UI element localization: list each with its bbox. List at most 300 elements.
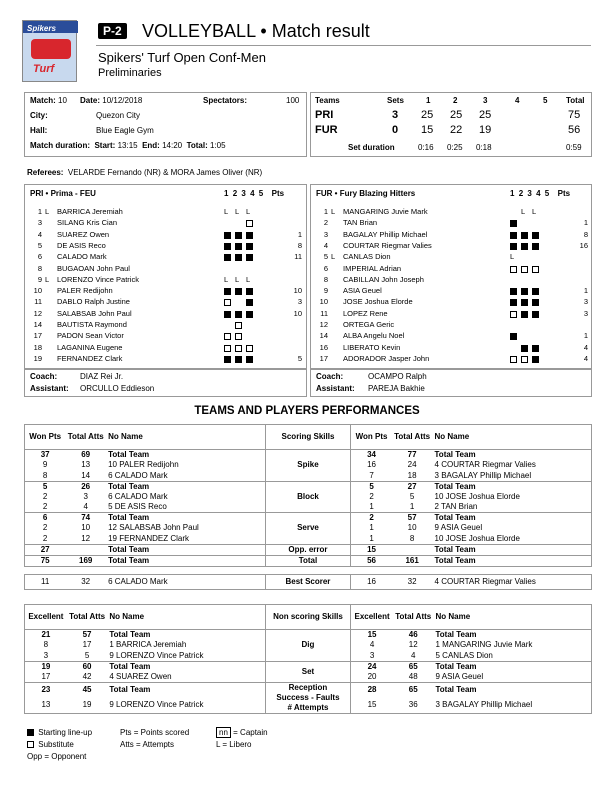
player-number: 3 (37, 218, 42, 228)
team-a-cols: 1 2 3 4 5 Pts (224, 189, 285, 198)
table-cell: 5 (67, 651, 108, 662)
player-number: 12 (33, 308, 42, 318)
table-cell: 26 (81, 481, 91, 491)
table-row (25, 513, 592, 524)
column-header: Non scoring Skills (265, 605, 350, 630)
table-cell: 56 (351, 555, 392, 566)
team-b-assistant: Assistant: PAREJA Bakhie (316, 384, 425, 393)
skill-label: Reception (288, 682, 328, 692)
player-name: PALER Redijohn (57, 286, 113, 296)
substitute-square-icon (246, 345, 253, 352)
skill-label: Dig (301, 640, 315, 650)
table-row (25, 682, 592, 698)
table-cell: 1 MANGARING Juvie Mark (435, 640, 533, 650)
table-row (25, 481, 592, 492)
table-cell: Total Team (109, 685, 151, 694)
score-team-fur: FUR (315, 124, 338, 136)
player-libero-flag: L (331, 252, 336, 262)
table-cell: 48 (393, 672, 434, 683)
table-cell: Total (265, 555, 351, 566)
set-duration-1: 0:16 (418, 143, 434, 152)
player-number: 6 (323, 263, 328, 273)
table-cell (65, 544, 106, 555)
skill-sublabel: # Attempts (287, 702, 329, 712)
player-name: ASIA Geuel (343, 286, 382, 296)
city-value: Quezon City (96, 111, 141, 120)
starting-square-icon (246, 243, 253, 250)
player-row (316, 218, 588, 229)
starting-square-icon (235, 232, 242, 239)
table-cell: 3 BAGALAY Phillip Michael (434, 698, 592, 714)
competition-phase: Preliminaries (98, 67, 162, 79)
player-row (316, 286, 588, 297)
logo-text-bottom: Turf (33, 63, 55, 75)
player-number: 17 (33, 331, 42, 341)
table-cell: 4 SUAREZ Owen (107, 672, 265, 683)
libero-mark: L (224, 207, 229, 216)
player-name: ADORADOR Jasper John (343, 353, 430, 363)
player-row (316, 252, 588, 263)
table-cell: 45 (82, 685, 92, 694)
title-rule (96, 45, 591, 46)
player-points: 4 (583, 342, 588, 352)
player-number: 1 (37, 207, 42, 216)
player-row (316, 320, 588, 331)
player-number: 14 (33, 320, 42, 329)
score-total-fur: 56 (568, 124, 581, 136)
set-duration-3: 0:18 (476, 143, 492, 152)
player-points: 3 (583, 297, 588, 307)
player-number: 11 (320, 308, 328, 318)
player-number: 5 (323, 252, 328, 262)
legend-libero: L = Libero (216, 740, 252, 749)
logo-text-top: Spikers (27, 24, 56, 33)
table-cell: 10 (81, 523, 91, 533)
table-cell: 2 TAN Brian (433, 502, 592, 513)
table-cell: 2 (42, 523, 48, 533)
total-row (25, 555, 592, 566)
table-cell: 15 (351, 544, 392, 555)
starting-square-icon (532, 288, 539, 295)
table-row (25, 661, 592, 672)
table-cell: Total Team (109, 661, 151, 671)
table-cell: 9 LORENZO Vince Patrick (107, 698, 265, 714)
score-s1-pri: 25 (421, 109, 434, 121)
libero-mark: L (510, 252, 515, 262)
spectators-value: 100 (286, 96, 300, 105)
table-cell: 74 (81, 513, 91, 522)
player-libero-flag: L (331, 207, 336, 216)
player-row (30, 218, 302, 229)
player-points: 5 (297, 353, 302, 363)
libero-mark: L (521, 207, 526, 216)
player-name: JOSE Joshua Elorde (343, 297, 413, 307)
starting-square-icon (510, 288, 517, 295)
column-header: Excellent (351, 605, 393, 630)
table-cell: 1 (369, 523, 374, 533)
player-row (316, 354, 588, 365)
table-cell: 5 (409, 491, 415, 501)
player-name: BAUTISTA Raymond (57, 320, 127, 329)
player-row (316, 264, 588, 275)
table-cell: Opp. error (265, 544, 351, 555)
nonscoring-table (24, 604, 592, 714)
player-points: 8 (297, 240, 302, 250)
player-number: 1 (323, 207, 328, 216)
phase-badge: P-2 (98, 23, 127, 39)
score-sets-pri: 3 (392, 109, 399, 121)
player-points: 16 (579, 240, 588, 250)
table-cell: 5 (42, 481, 48, 491)
table-cell: 9 LORENZO Vince Patrick (107, 651, 265, 662)
player-row (30, 230, 302, 241)
player-name: LAGANINA Eugene (57, 342, 123, 352)
best-scorer-table (24, 574, 592, 590)
player-row (30, 297, 302, 308)
player-row (316, 309, 588, 320)
player-number: 8 (37, 263, 42, 273)
starting-square-icon (521, 243, 528, 250)
starting-square-icon (532, 356, 539, 363)
player-number: 3 (323, 229, 328, 239)
substitute-square-icon (235, 345, 242, 352)
score-head-s3: 3 (483, 96, 488, 105)
player-name: COURTAR Riegmar Valies (343, 240, 432, 250)
player-points: 10 (293, 286, 302, 296)
table-cell: 16 (367, 460, 377, 470)
starting-square-icon (521, 345, 528, 352)
player-name: SALABSAB John Paul (57, 308, 132, 318)
player-number: 4 (323, 240, 328, 250)
starting-square-icon (246, 232, 253, 239)
player-name: FERNANDEZ Clark (57, 353, 123, 363)
table-cell: 8 (25, 471, 66, 482)
player-points: 1 (297, 229, 302, 239)
competition-name: Spikers' Turf Open Conf-Men (98, 50, 266, 65)
score-head-total: Total (566, 96, 585, 105)
substitute-square-icon (27, 741, 34, 748)
substitute-square-icon (235, 333, 242, 340)
table-cell: 13 (25, 698, 67, 714)
table-cell: 46 (408, 630, 418, 639)
table-cell: 5 DE ASIS Reco (106, 502, 265, 513)
player-name: PADON Sean Victor (57, 331, 124, 341)
scoring-skills-table (24, 424, 592, 567)
player-name: LOPEZ Rene (343, 308, 388, 318)
column-header: Total Atts (392, 425, 433, 450)
player-name: SILANG Kris Cian (57, 218, 118, 228)
starting-square-icon (246, 299, 253, 306)
starting-square-icon (510, 232, 517, 239)
table-cell: 60 (82, 661, 92, 671)
skill-sublabel: Success - Faults (276, 692, 340, 702)
team-b-coach: Coach: OCAMPO Ralph (316, 372, 427, 381)
libero-mark: L (246, 207, 251, 216)
team-a-coach: Coach: DIAZ Rei Jr. (30, 372, 124, 381)
score-head-s4: 4 (515, 96, 520, 105)
team-a-assistant: Assistant: ORCULLO Eddieson (30, 384, 155, 393)
table-cell: 17 (82, 640, 92, 650)
substitute-square-icon (510, 311, 517, 318)
table-cell: Total Team (108, 450, 150, 459)
player-row (316, 207, 588, 218)
set-duration-2: 0:25 (447, 143, 463, 152)
player-points: 10 (293, 308, 302, 318)
column-header: No Name (434, 605, 592, 630)
table-row (25, 450, 592, 461)
player-number: 10 (319, 297, 328, 307)
table-cell: Total Team (109, 630, 151, 639)
table-cell: 57 (82, 630, 92, 639)
table-cell: 8 (43, 640, 49, 650)
table-cell: Best Scorer (265, 574, 351, 589)
table-cell: 4 (65, 502, 106, 513)
table-cell: 27 (25, 544, 66, 555)
starting-square-icon (235, 356, 242, 363)
score-s2-fur: 22 (450, 124, 463, 136)
player-row (316, 297, 588, 308)
player-row (30, 309, 302, 320)
player-row (30, 252, 302, 263)
player-name: IMPERIAL Adrian (343, 263, 402, 273)
table-cell: 2 (25, 502, 66, 513)
table-cell: Total Team (106, 555, 265, 566)
table-cell: 23 (41, 685, 51, 694)
player-number: 17 (319, 353, 328, 363)
substitute-square-icon (521, 356, 528, 363)
skill-name: Spike (265, 450, 351, 482)
column-header: Total Atts (393, 605, 434, 630)
table-cell: 3 (25, 651, 67, 662)
player-row (30, 343, 302, 354)
player-row (30, 331, 302, 342)
table-cell: 6 (42, 513, 48, 522)
spectators-label: Spectators: (203, 96, 248, 105)
starting-square-icon (246, 311, 253, 318)
scoring-table (24, 424, 592, 590)
score-team-pri: PRI (315, 109, 334, 121)
perf-title: TEAMS AND PLAYERS PERFORMANCES (194, 405, 420, 417)
starting-square-icon (521, 311, 528, 318)
score-head-s1: 1 (426, 96, 431, 105)
starting-square-icon (224, 311, 231, 318)
table-cell: Total Team (108, 481, 150, 491)
player-points: 8 (583, 229, 588, 239)
opp-row (25, 544, 592, 555)
score-sets-fur: 0 (392, 124, 399, 136)
skill-name: Serve (265, 513, 351, 545)
table-cell: 161 (392, 555, 433, 566)
player-number: 4 (37, 229, 42, 239)
player-number: 18 (33, 342, 42, 352)
logo (22, 20, 77, 82)
table-cell: 9 ASIA Geuel (434, 523, 483, 533)
legend-pts: Pts = Points scored (120, 728, 190, 737)
table-cell: 12 SALABSAB John Paul (108, 523, 199, 533)
starting-square-icon (510, 299, 517, 306)
table-cell: 32 (81, 576, 91, 586)
substitute-square-icon (510, 356, 517, 363)
table-cell: 15 (351, 698, 393, 714)
table-cell: 10 JOSE Joshua Elorde (434, 491, 520, 501)
libero-mark: L (532, 207, 537, 216)
column-header: Won Pts (25, 425, 66, 450)
player-name: BARRICA Jeremiah (57, 207, 123, 216)
column-header: No Name (433, 425, 592, 450)
player-row (30, 241, 302, 252)
substitute-square-icon (224, 333, 231, 340)
match-duration: Match duration: Start: 13:15 End: 14:20 Total: 1:05 (30, 141, 226, 150)
legend-starting: Starting line-up (27, 728, 92, 737)
starting-square-icon (246, 254, 253, 261)
player-row (30, 264, 302, 275)
player-points: 4 (583, 353, 588, 363)
player-row (30, 207, 302, 218)
player-number: 16 (319, 342, 328, 352)
legend-captain: nn = Captain (216, 728, 268, 737)
table-cell: 1 (351, 534, 392, 545)
table-cell: 20 (351, 672, 393, 683)
table-cell: 9 ASIA Geuel (434, 672, 592, 683)
player-row (30, 354, 302, 365)
player-name: ALBA Angelu Noel (343, 331, 405, 341)
team-b-title: FUR • Fury Blazing Hitters (316, 189, 416, 198)
substitute-square-icon (224, 299, 231, 306)
table-cell (392, 544, 433, 555)
starting-square-icon (235, 288, 242, 295)
column-header: Won Pts (351, 425, 392, 450)
table-cell: Total Team (433, 544, 592, 555)
table-cell: 1 (392, 502, 433, 513)
player-points: 3 (583, 308, 588, 318)
player-row (316, 343, 588, 354)
table-cell: 5 CANLAS Dion (434, 651, 592, 662)
score-total-pri: 75 (568, 109, 581, 121)
player-number: 12 (319, 320, 328, 329)
table-cell: 34 (367, 450, 377, 459)
player-number: 2 (323, 218, 328, 228)
table-cell: Total Team (108, 513, 150, 522)
column-header: Scoring Skills (265, 425, 351, 450)
team-a-title: PRI • Prima - FEU (30, 189, 96, 198)
player-name: TAN Brian (343, 218, 378, 228)
player-number: 11 (34, 297, 42, 307)
table-cell: 16 (367, 576, 377, 586)
starting-square-icon (521, 232, 528, 239)
table-cell: 42 (67, 672, 108, 683)
player-row (316, 331, 588, 342)
table-cell: 37 (40, 450, 50, 459)
player-number: 9 (323, 286, 328, 296)
table-cell: 12 (408, 640, 418, 650)
player-number: 8 (323, 274, 328, 284)
player-libero-flag: L (45, 274, 50, 284)
table-cell: 2 (369, 513, 374, 522)
table-cell: 65 (408, 685, 418, 694)
starting-square-icon (235, 254, 242, 261)
hall-value: Blue Eagle Gym (96, 126, 154, 135)
starting-square-icon (224, 254, 231, 261)
player-name: CALADO Mark (57, 252, 107, 262)
substitute-square-icon (224, 345, 231, 352)
table-cell: 18 (392, 471, 433, 482)
table-cell: 4 COURTAR Riegmar Valies (434, 460, 536, 470)
player-number: 5 (37, 240, 42, 250)
table-cell: 11 (40, 576, 50, 586)
table-cell: 28 (367, 685, 377, 694)
player-name: DE ASIS Reco (57, 240, 106, 250)
substitute-square-icon (521, 266, 528, 273)
table-cell: 15 (367, 630, 377, 639)
table-row (25, 630, 592, 641)
skill-name (265, 682, 350, 713)
table-cell: 27 (407, 481, 417, 491)
score-head-s2: 2 (453, 96, 458, 105)
score-head-teams: Teams (315, 96, 340, 105)
starting-square-icon (235, 243, 242, 250)
legend-atts: Atts = Attempts (120, 740, 175, 749)
player-libero-flag: L (45, 207, 50, 216)
table-cell: 1 (351, 502, 392, 513)
table-cell: 2 (369, 491, 374, 501)
legend-substitute: Substitute (27, 740, 74, 749)
starting-square-icon (224, 232, 231, 239)
player-row (316, 230, 588, 241)
table-cell: 24 (367, 661, 377, 671)
player-number: 9 (37, 274, 42, 284)
player-points: 1 (583, 218, 588, 228)
table-cell: 12 (65, 534, 106, 545)
starting-square-icon (246, 356, 253, 363)
player-row (30, 320, 302, 331)
table-cell: 19 (67, 698, 108, 714)
substitute-square-icon (510, 266, 517, 273)
table-cell: 19 FERNANDEZ Clark (106, 534, 265, 545)
player-name: DABLO Ralph Justine (57, 297, 130, 307)
table-cell: 14 (65, 471, 106, 482)
column-header: Excellent (25, 605, 67, 630)
table-cell: 17 (25, 672, 67, 683)
table-cell: 3 BAGALAY Phillip Michael (433, 471, 592, 482)
starting-square-icon (224, 356, 231, 363)
player-number: 14 (319, 331, 328, 341)
table-cell: 19 (41, 661, 51, 671)
starting-square-icon (224, 243, 231, 250)
player-name: CABILLAN John Joseph (343, 274, 424, 284)
table-cell: 10 PALER Redijohn (108, 460, 179, 470)
table-header (25, 605, 592, 630)
table-cell: Total Team (435, 685, 477, 694)
table-cell: 4 (393, 651, 434, 662)
player-points: 11 (294, 252, 302, 262)
libero-mark: L (235, 274, 240, 284)
player-name: LORENZO Vince Patrick (57, 274, 139, 284)
skill-name: Block (265, 481, 351, 513)
table-cell: 13 (81, 460, 91, 470)
player-name: MANGARING Juvie Mark (343, 207, 428, 216)
libero-mark: L (246, 274, 251, 284)
starting-square-icon (532, 232, 539, 239)
score-s3-fur: 19 (479, 124, 492, 136)
table-cell: 2 (42, 491, 48, 501)
player-name: BUGAOAN John Paul (57, 263, 130, 273)
table-cell: Total Team (434, 450, 476, 459)
player-row (30, 275, 302, 286)
starting-square-icon (235, 311, 242, 318)
column-header: No Name (107, 605, 265, 630)
libero-mark: L (224, 274, 229, 284)
player-points: 3 (297, 297, 302, 307)
